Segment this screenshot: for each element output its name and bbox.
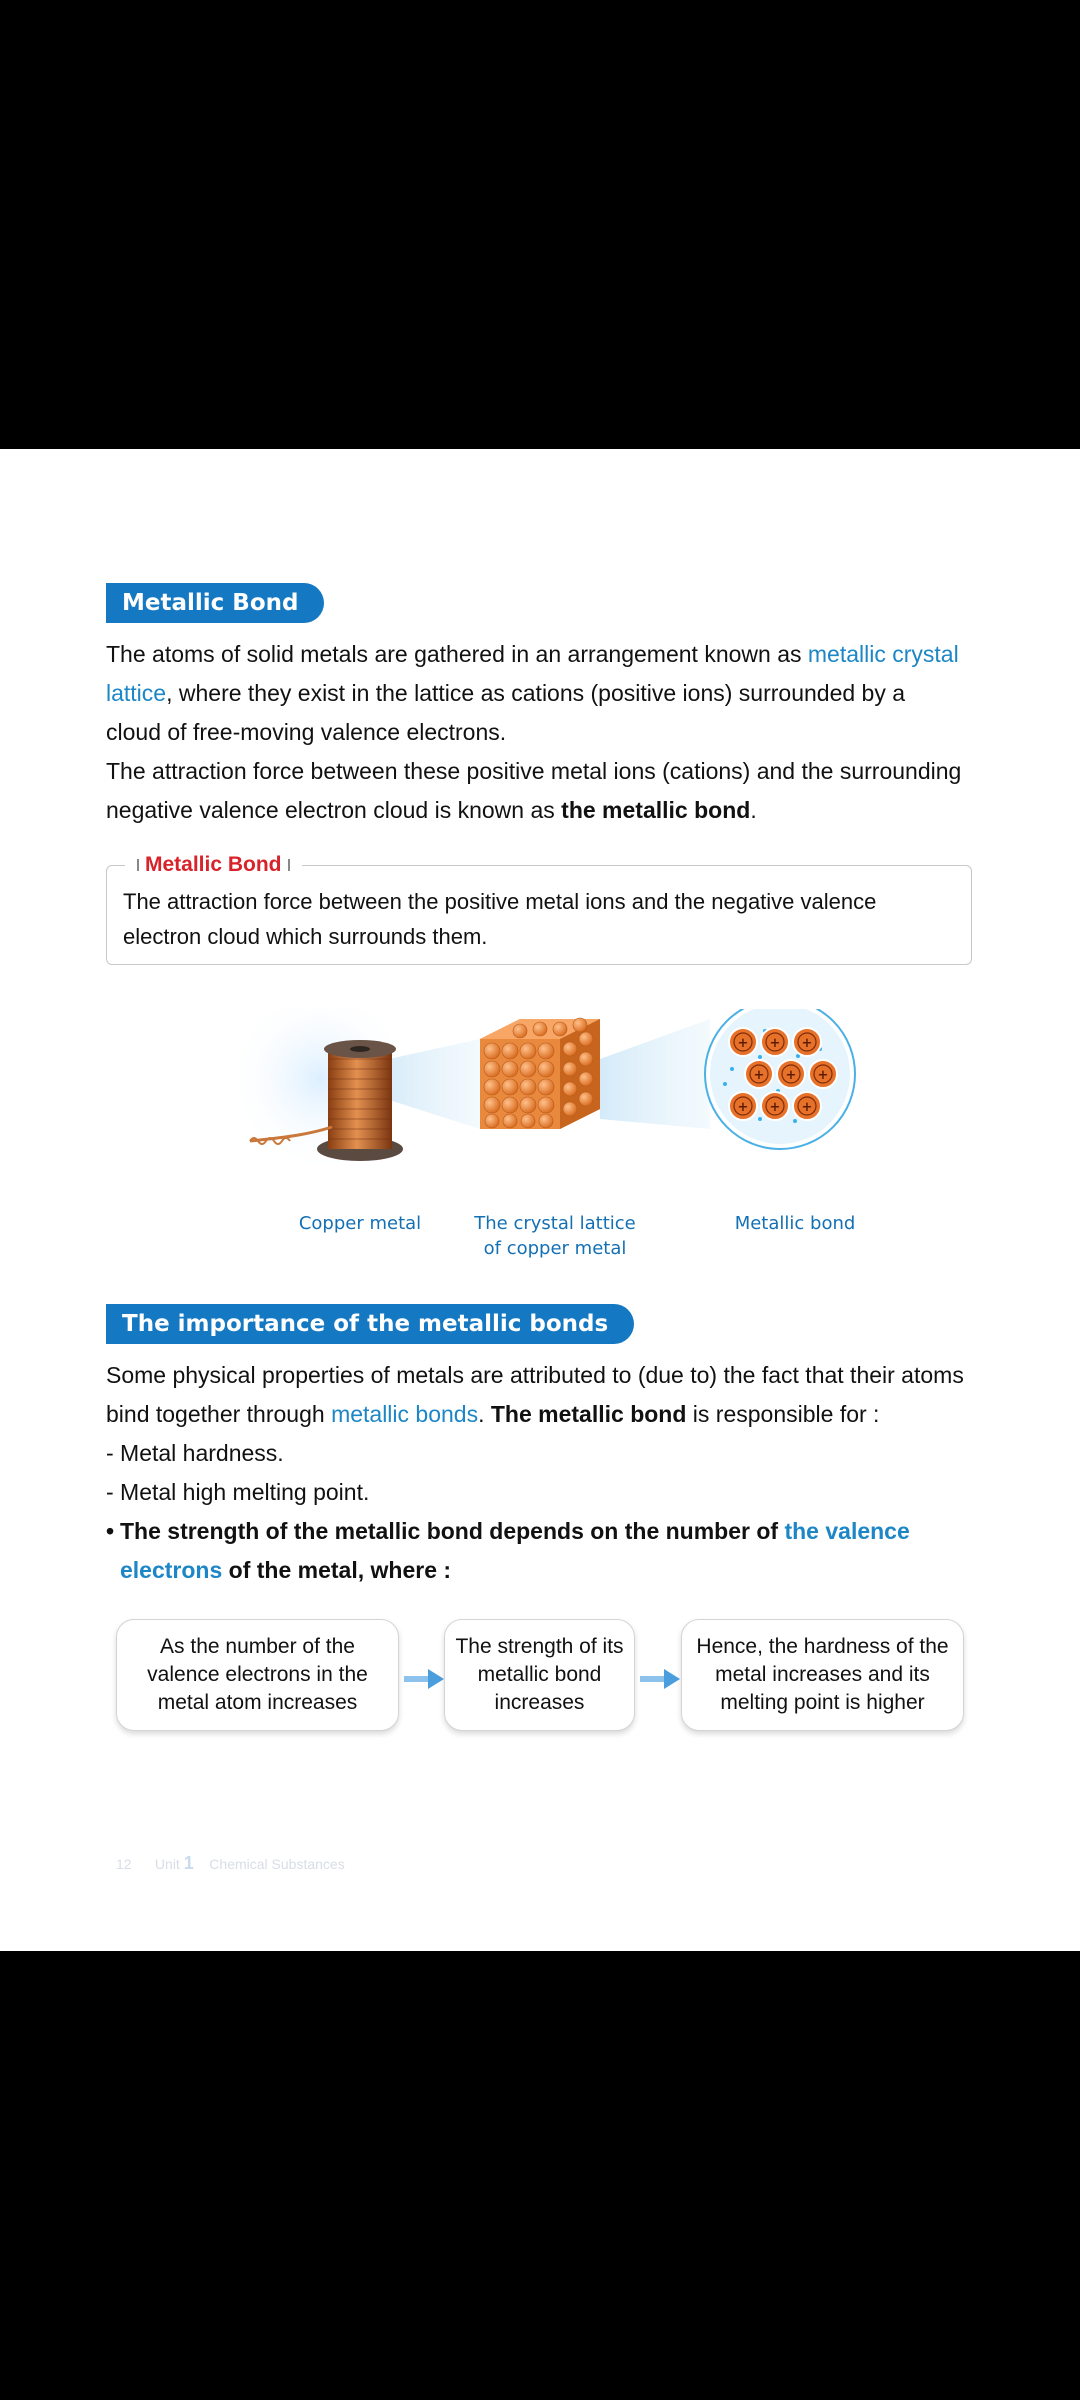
ion-sign: +: [817, 1068, 829, 1083]
strength-text: The strength of the metallic bond depends on the number of: [120, 1518, 785, 1544]
importance-text-end: is responsible for :: [686, 1401, 880, 1427]
definition-box: [106, 853, 972, 965]
ion-sign: +: [737, 1036, 749, 1051]
importance-text: Some physical properties of metals are attributed to (due to) the fact that their atoms bind together through: [106, 1362, 964, 1427]
intro-text: The atoms of solid metals are gathered in an arrangement known as: [106, 641, 808, 667]
section-title-importance: The importance of the metallic bonds: [106, 1304, 634, 1344]
importance-sep: .: [478, 1401, 491, 1427]
arrow-right-icon: [404, 1669, 444, 1689]
arrow-right-icon: [640, 1669, 680, 1689]
flow-step-3: Hence, the hardness of the metal increases and its melting point is higher: [681, 1619, 964, 1731]
page-number: 12: [116, 1856, 132, 1872]
ion-sign: +: [769, 1100, 781, 1115]
attraction-text-end: .: [750, 797, 757, 823]
intro-paragraph-1: [106, 635, 966, 752]
unit-label: Unit: [154, 1856, 180, 1872]
bullet-metal-hardness: - Metal hardness.: [106, 1440, 284, 1466]
caption-crystal-lattice: [455, 1211, 655, 1261]
unit-title: Chemical Substances: [209, 1856, 345, 1872]
ion-sign: +: [769, 1036, 781, 1051]
caption-crystal-lattice-line1: The crystal lattice: [474, 1213, 636, 1234]
copper-lattice-cube-icon: [480, 1018, 600, 1129]
caption-crystal-lattice-line2: of copper metal: [483, 1238, 627, 1259]
flow-step-1: As the number of the valence electrons in the metal atom increases: [116, 1619, 399, 1731]
importance-paragraph: [106, 1356, 966, 1434]
strength-text-end: of the metal, where :: [222, 1557, 452, 1583]
zoom-beam-2: [600, 1019, 710, 1129]
intro-paragraph-2: [106, 752, 966, 830]
metallic-bond-diagram-icon: [705, 1009, 855, 1149]
term-metallic-bonds: metallic bonds: [331, 1401, 479, 1427]
ion-sign: +: [801, 1100, 813, 1115]
definition-title: Metallic Bond: [125, 852, 302, 878]
term-valence-electrons: the valence electrons: [120, 1518, 910, 1583]
textbook-page: [0, 449, 1080, 1951]
definition-text: The attraction force between the positive metal ions and the negative valence electron cloud which surrounds them.: [123, 889, 877, 949]
flow-step-2: The strength of its metallic bond increases: [444, 1619, 635, 1731]
metallic-bond-figure: [220, 1009, 900, 1209]
caption-copper-metal: Copper metal: [298, 1213, 422, 1234]
attraction-text: The attraction force between these positive metal ions (cations) and the surrounding negative valence electron cloud is known as: [106, 758, 962, 823]
ion-sign: +: [785, 1068, 797, 1083]
page-footer: [116, 1853, 345, 1874]
strength-statement: [106, 1512, 966, 1590]
ion-sign: +: [737, 1100, 749, 1115]
term-metallic-bond: the metallic bond: [561, 797, 751, 823]
term-the-metallic-bond: The metallic bond: [490, 1401, 687, 1427]
section-title-metallic-bond: Metallic Bond: [106, 583, 324, 623]
ion-sign: +: [753, 1068, 765, 1083]
bullet-melting-point: - Metal high melting point.: [106, 1479, 370, 1505]
bullet-dot-icon: •: [106, 1518, 115, 1544]
unit-number: 1: [183, 1853, 194, 1873]
intro-text-cont: , where they exist in the lattice as cations (positive ions) surrounded by a cloud of free-moving valence electrons.: [106, 680, 906, 745]
caption-metallic-bond: Metallic bond: [734, 1213, 856, 1234]
term-metallic-crystal-lattice: metallic crystal lattice: [106, 641, 959, 706]
ion-sign: +: [801, 1036, 813, 1051]
